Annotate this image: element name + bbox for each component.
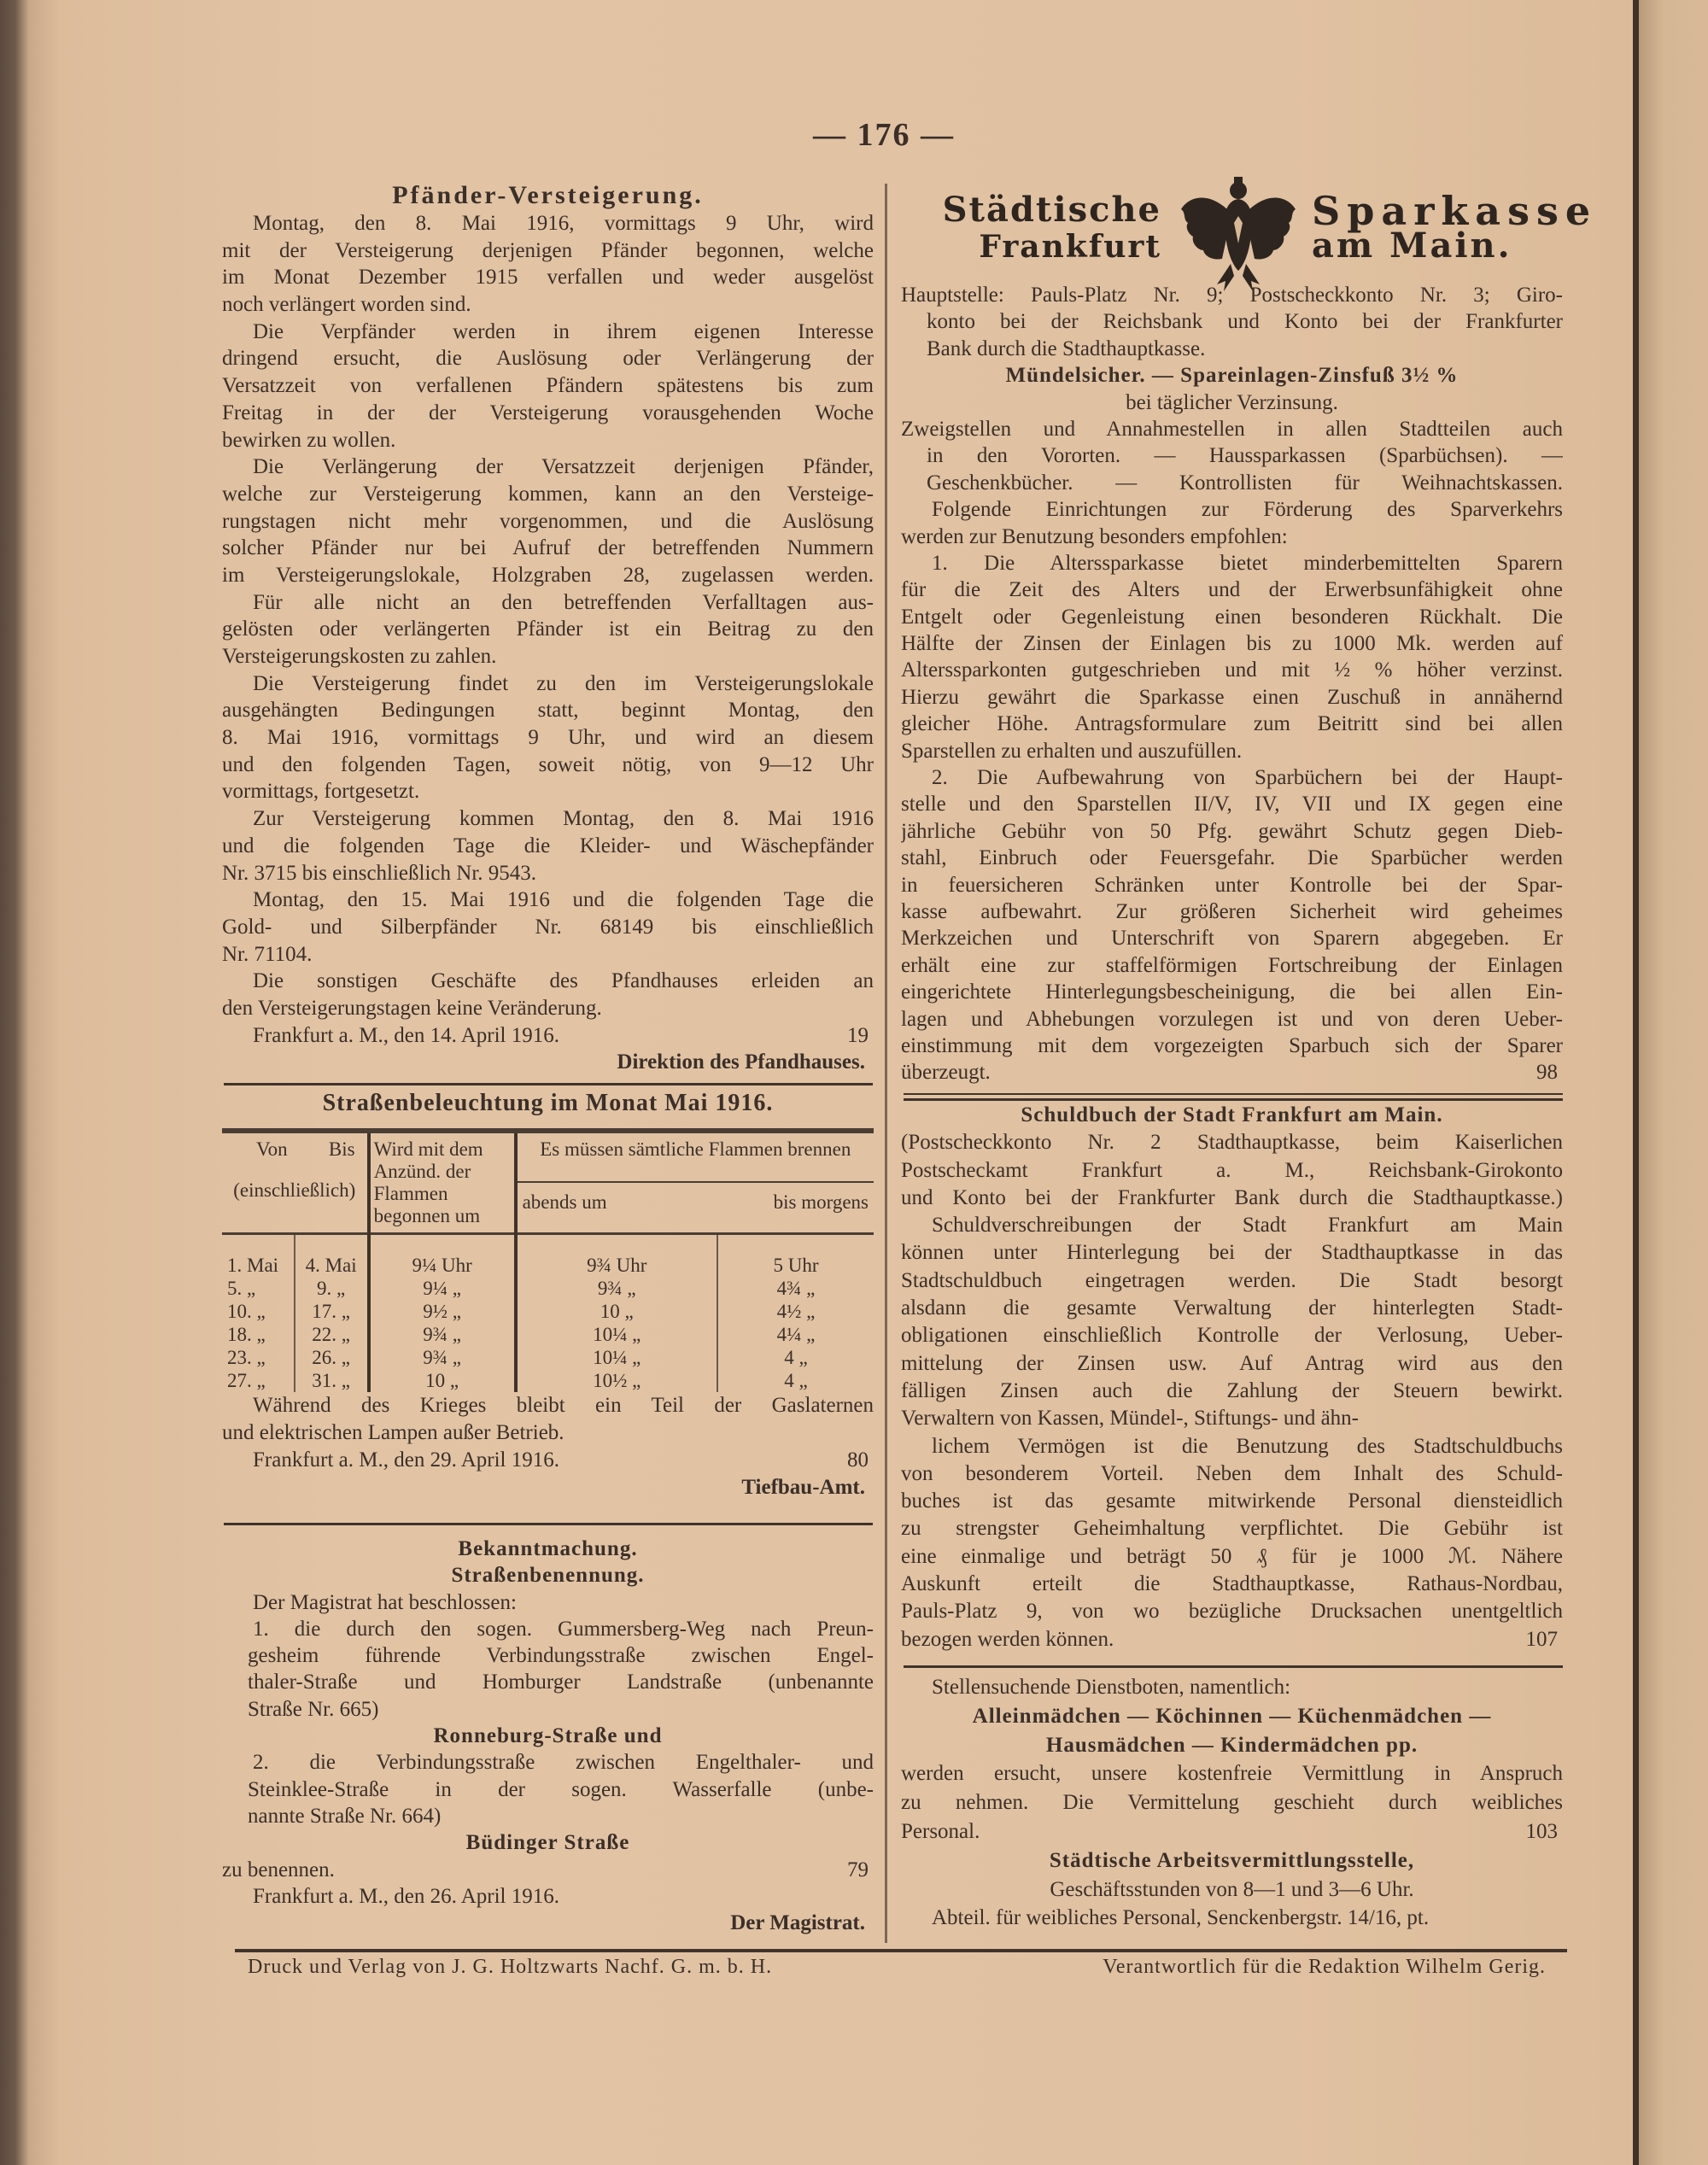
line-text: und elektrischen Lampen außer Betrieb. (222, 1421, 564, 1444)
line-text: und den folgenden Tagen, soweit nötig, von 9—12 Uhr (222, 752, 874, 776)
text-line (222, 1883, 874, 1910)
line-text: Tiefbau-Amt. (741, 1476, 865, 1499)
line-text: und die folgenden Tage die Kleider- und Wäschepfänder (222, 834, 874, 857)
text-line (901, 1212, 1563, 1239)
line-text: rungstagen nicht mehr vorgenommen, und die Auslösung (222, 509, 874, 533)
table-row (222, 1369, 874, 1392)
line-text: kasse aufbewahrt. Zur größeren Sicherheit wird geheimes (901, 899, 1563, 923)
line-text: im Versteigerungslokale, Holzgraben 28, zugelassen werden. (222, 563, 874, 587)
line-text: ausgehängten Bedingungen statt, beginnt Montag, den (222, 699, 874, 723)
line-text: gesheim führende Verbindungsstraße zwischen Engel- (248, 1644, 874, 1668)
page-edge (1633, 0, 1639, 2165)
text-line (222, 589, 874, 617)
line-text: stelle und den Sparstellen II/V, IV, VII und IX gegen eine (901, 793, 1563, 816)
line-text: Abteil. für weibliches Personal, Senckenbergstr. 14/16, pt. (932, 1906, 1430, 1930)
text-line (901, 818, 1563, 845)
line-text: Büdinger Straße (465, 1831, 630, 1855)
line-text: Bekanntmachung. (458, 1537, 638, 1560)
line-text: bei täglicher Verzinsung. (1126, 390, 1338, 414)
line-text: Städtische Arbeitsvermittlungsstelle, (1049, 1848, 1415, 1872)
line-text: und Konto bei der Frankfurter Bank durch die Stadthauptkasse.) (901, 1185, 1563, 1209)
line-text: Folgende Einrichtungen zur Förderung des Sparverkehrs (932, 498, 1563, 522)
cell-bis: 9. „ (295, 1277, 369, 1300)
text-line (901, 1405, 1563, 1432)
text-line (222, 1910, 874, 1936)
text-line (901, 1598, 1563, 1625)
text-line (222, 1723, 874, 1749)
cell-morning: 4 „ (717, 1369, 874, 1392)
line-text: thaler-Straße und Homburger Landstraße (unbenannte (248, 1671, 874, 1694)
line-text: Zur Versteigerung kommen Montag, den 8. Mai 1916 (253, 807, 874, 831)
pfaender-notice (222, 210, 874, 1076)
text-line (222, 1642, 874, 1669)
line-text: Für alle nicht an den betreffenden Verfalltagen aus- (253, 590, 874, 614)
schuldbuch-notice (901, 1102, 1563, 1653)
text-line (901, 711, 1563, 737)
text-line (222, 1447, 874, 1474)
reference-number: 107 (1525, 1627, 1558, 1651)
text-line (222, 724, 874, 752)
line-text: Hausmädchen — Kindermädchen pp. (1045, 1733, 1418, 1757)
text-line (901, 1157, 1563, 1185)
text-line (222, 1562, 874, 1589)
text-line (901, 657, 1563, 683)
line-text: Direktion des Pfandhauses. (617, 1050, 865, 1074)
cell-evening: 9¾ Uhr (516, 1234, 717, 1278)
text-line (901, 979, 1563, 1005)
text-line (901, 1759, 1563, 1788)
line-text: Straßenbenennung. (451, 1564, 645, 1588)
lighting-table (222, 1128, 874, 1392)
line-text: Die Verpfänder werden in ihrem eigenen Interesse (253, 319, 874, 343)
street-naming-notice (222, 1536, 874, 1936)
reference-number: 80 (847, 1448, 869, 1472)
footer-rule (235, 1949, 1567, 1952)
line-text: Schuldbuch der Stadt Frankfurt am Main. (1021, 1103, 1443, 1126)
sparkasse-notice (901, 282, 1563, 1086)
text-line (901, 1673, 1563, 1702)
text-line (901, 764, 1563, 791)
text-line (222, 643, 874, 670)
line-text: Entgelt oder Gegenleistung einen besonderen Rückhalt. Die (901, 605, 1563, 629)
line-text: für die Zeit des Alters und der Erwerbsunfähigkeit ohne (901, 578, 1563, 602)
text-line (901, 336, 1563, 362)
lighting-note (222, 1392, 874, 1501)
line-text: erhält eine zur staffelförmigen Fortschreibung der Einlagen (901, 953, 1563, 977)
text-line (901, 1129, 1563, 1156)
text-line (901, 1904, 1563, 1933)
line-text: Straße Nr. 665) (248, 1697, 379, 1721)
text-line (222, 778, 874, 805)
divider-rule (904, 1098, 1563, 1101)
text-line (901, 1102, 1563, 1129)
line-text: Postscheckamt Frankfurt a. M., Reichsbank-Girokonto (901, 1158, 1563, 1182)
line-text: Die sonstigen Geschäfte des Pfandhauses erleiden an (253, 969, 874, 993)
line-text: Versatzzeit von verfallenen Pfändern spätestens bis zum (222, 374, 874, 398)
line-text: (Postscheckkonto Nr. 2 Stadthauptkasse, beim Kaiserlichen (901, 1131, 1563, 1155)
text-line (901, 684, 1563, 711)
cell-bis: 17. „ (295, 1300, 369, 1323)
text-line (222, 535, 874, 562)
text-line (222, 1049, 874, 1076)
line-text: noch verlängert worden sind. (222, 293, 471, 317)
cell-begin: 9¾ „ (369, 1323, 516, 1346)
cell-von: 23. „ (227, 1347, 266, 1368)
line-text: Während des Krieges bleibt ein Teil der Gaslaternen (253, 1394, 874, 1417)
text-line (901, 1378, 1563, 1405)
line-text: Der Magistrat. (730, 1911, 865, 1935)
line-text: Ronneburg-Straße und (433, 1724, 663, 1748)
text-line (901, 845, 1563, 871)
line-text: Frankfurt a. M., den 29. April 1916. (253, 1448, 559, 1472)
cell-bis: 26. „ (295, 1346, 369, 1369)
sparkasse-header-word: Frankfurt (979, 229, 1161, 265)
column-divider (885, 184, 887, 1943)
line-text: Bank durch die Stadthauptkasse. (927, 336, 1206, 360)
line-text: bezogen werden können. (901, 1627, 1114, 1651)
reference-number: 79 (847, 1858, 869, 1881)
text-line (222, 1803, 874, 1829)
line-text: alsdann die gesamte Verwaltung der hinterlegten Stadt- (901, 1296, 1563, 1320)
text-line (901, 1460, 1563, 1488)
text-line (222, 1536, 874, 1562)
line-text: Der Magistrat hat beschlossen: (253, 1590, 517, 1614)
line-text: werden ersucht, unsere kostenfreie Vermittlung in Anspruch (901, 1762, 1563, 1786)
text-line (222, 562, 874, 589)
header-von: Von (256, 1138, 288, 1160)
line-text: Stadtschuldbuch eingetragen werden. Die Stadt besorgt (901, 1268, 1563, 1292)
text-line (901, 1875, 1563, 1905)
line-text: obligationen einschließlich Kontrolle der Verlosung, Ueber- (901, 1324, 1563, 1348)
text-line (222, 1669, 874, 1695)
text-line (222, 995, 874, 1022)
text-line (901, 282, 1563, 308)
line-text: stahl, Einbruch oder Feuersgefahr. Die Sparbücher werden (901, 846, 1563, 870)
line-text: vormittags, fortgesetzt. (222, 780, 420, 804)
text-line (901, 308, 1563, 335)
line-text: mittelung der Zinsen usw. Auf Antrag wird aus den (901, 1351, 1563, 1375)
line-text: bewirken zu wollen. (222, 428, 396, 452)
text-line (901, 791, 1563, 817)
printer-credit: Druck und Verlag von J. G. Holtzwarts Nachf. G. m. b. H. (248, 1956, 773, 1978)
adjacent-page-strip (1639, 0, 1708, 2165)
text-line (222, 1392, 874, 1419)
text-line (901, 1350, 1563, 1378)
line-text: einstimmung mit dem vorgezeigten Sparbuch sich der Sparer (901, 1033, 1563, 1057)
text-line (222, 968, 874, 995)
text-line (901, 496, 1563, 523)
text-line (901, 416, 1563, 442)
text-line (901, 442, 1563, 469)
line-text: überzeugt. (901, 1061, 991, 1085)
text-line (222, 210, 874, 237)
text-line (901, 1267, 1563, 1295)
cell-von: 10. „ (227, 1301, 266, 1322)
text-line (222, 1829, 874, 1856)
text-line (901, 1488, 1563, 1515)
lighting-title: Straßenbeleuchtung im Monat Mai 1916. (322, 1090, 774, 1116)
text-line (222, 1776, 874, 1803)
line-text: Zweigstellen und Annahmestellen in allen Stadtteilen auch (901, 417, 1563, 441)
cell-bis: 4. Mai (295, 1234, 369, 1278)
text-line (222, 1749, 874, 1776)
line-text: lichem Vermögen ist die Benutzung des Stadtschuldbuchs (932, 1434, 1563, 1458)
text-line (222, 805, 874, 833)
line-text: Hierzu gewährt die Sparkasse einen Zuschuß in annähernd (901, 685, 1563, 709)
text-line (222, 886, 874, 914)
cell-begin: 10 „ (369, 1369, 516, 1392)
divider-rule (904, 1665, 1563, 1668)
line-text: fälligen Zinsen auch die Zahlung der Steuern bewirkt. (901, 1378, 1563, 1402)
text-line (222, 833, 874, 860)
cell-evening: 10¼ „ (516, 1323, 717, 1346)
text-line (901, 550, 1563, 576)
line-text: von besonderem Vorteil. Neben dem Inhalt des Schuld- (901, 1461, 1563, 1485)
text-line (222, 752, 874, 779)
line-text: welche zur Versteigerung kommen, kann an den Versteige- (222, 482, 874, 506)
line-text: Alterssparkonten gutgeschrieben und mit ½ % höher verzinst. (901, 658, 1563, 682)
line-text: können unter Hinterlegung bei der Stadthauptkasse in das (901, 1241, 1563, 1265)
header-all-burn-group (516, 1131, 874, 1234)
text-line (222, 345, 874, 372)
text-line (222, 941, 874, 968)
cell-morning: 4¾ „ (717, 1277, 874, 1300)
line-text: Geschäftsstunden von 8—1 und 3—6 Uhr. (1050, 1877, 1414, 1901)
text-line (222, 1616, 874, 1642)
text-line (901, 1817, 1563, 1846)
text-line (222, 237, 874, 265)
cell-evening: 9¾ „ (516, 1277, 717, 1300)
line-text: Die Verlängerung der Versatzzeit derjenigen Pfänder, (253, 455, 874, 479)
line-text: Frankfurt a. M., den 26. April 1916. (253, 1884, 559, 1908)
line-text: gleicher Höhe. Antragsformulare zum Beitritt sind bei allen (901, 712, 1563, 736)
text-line (901, 362, 1563, 389)
header-all-burn: Es müssen sämtliche Flammen brennen (518, 1133, 874, 1183)
text-line (901, 389, 1563, 416)
header-inclusive: (einschließlich) (233, 1179, 356, 1201)
line-text: zu nehmen. Die Vermittelung geschieht durch weibliches (901, 1791, 1563, 1815)
line-text: Freitag in der der Versteigerung vorausgehenden Woche (222, 401, 874, 424)
line-text: Gold- und Silberpfänder Nr. 68149 bis einschließlich (222, 915, 874, 939)
reference-number: 103 (1525, 1819, 1558, 1843)
line-text: im Monat Dezember 1915 verfallen und weder ausgelöst (222, 266, 874, 290)
text-line (901, 738, 1563, 764)
text-line (222, 264, 874, 291)
text-line (901, 925, 1563, 951)
cell-begin: 9¼ Uhr (369, 1234, 516, 1278)
line-text: Hälfte der Zinsen der Einlagen bis zu 1000 Mk. werden auf (901, 632, 1563, 656)
line-text: 1. die durch den sogen. Gummersberg-Weg nach Preun- (253, 1617, 874, 1641)
text-line (901, 630, 1563, 657)
text-line (901, 1702, 1563, 1731)
line-text: jährliche Gebühr von 50 Pfg. gewährt Schutz gegen Dieb- (901, 819, 1563, 843)
line-text: Die Versteigerung findet zu den im Versteigerungslokale (253, 671, 874, 695)
text-line (901, 1543, 1563, 1571)
line-text: zu strengster Geheimhaltung verpflichtet. Die Gebühr ist (901, 1517, 1563, 1541)
sparkasse-header-word: am Main. (1312, 225, 1512, 266)
text-line (222, 914, 874, 941)
pfaender-title: Pfänder-Versteigerung. (392, 181, 704, 209)
table-row (222, 1277, 874, 1300)
table-row (222, 1300, 874, 1323)
text-line (901, 1626, 1563, 1653)
cell-morning: 5 Uhr (717, 1234, 874, 1278)
header-evening: abends um (522, 1191, 607, 1213)
line-text: 1. Die Alterssparkasse bietet minderbemittelten Sparern (932, 551, 1563, 575)
line-text: Pauls-Platz 9, von wo bezügliche Drucksachen unentgeltlich (901, 1600, 1563, 1624)
line-text: Hauptstelle: Pauls-Platz Nr. 9; Postscheckkonto Nr. 3; Giro- (901, 284, 1563, 307)
line-text: lagen und Abhebungen vorzulegen ist und von deren Ueber- (901, 1007, 1563, 1031)
cell-begin: 9¾ „ (369, 1346, 516, 1369)
text-line (901, 470, 1563, 496)
divider-rule (224, 1083, 873, 1085)
text-line (901, 1033, 1563, 1059)
text-line (901, 1846, 1563, 1875)
line-text: mit der Versteigerung derjenigen Pfänder begonnen, welche (222, 238, 874, 262)
text-line (901, 1515, 1563, 1542)
text-line (222, 427, 874, 454)
table-row (222, 1346, 874, 1369)
text-line (901, 952, 1563, 979)
line-text: zu benennen. (222, 1858, 335, 1881)
text-line (901, 576, 1563, 603)
line-text: gelösten oder verlängerten Pfänder ist ein Beitrag zu den (222, 617, 874, 641)
cell-morning: 4¼ „ (717, 1323, 874, 1346)
cell-begin: 9½ „ (369, 1300, 516, 1323)
line-text: Mündelsicher. — Spareinlagen-Zinsfuß 3½ % (1005, 364, 1459, 388)
line-text: 2. Die Aufbewahrung von Sparbüchern bei der Haupt- (932, 766, 1563, 790)
line-text: buches ist das gesamte mitwirkende Personal diensteidlich (901, 1489, 1563, 1513)
text-line (222, 291, 874, 319)
line-text: Verwaltern von Kassen, Mündel-, Stiftungs- und ähn- (901, 1407, 1360, 1431)
text-line (222, 860, 874, 887)
table-row (222, 1323, 874, 1346)
dienstboten-notice (901, 1673, 1563, 1933)
text-line (901, 1571, 1563, 1598)
line-text: in feuersicheren Schränken unter Kontrolle bei der Spar- (901, 873, 1563, 897)
reference-number: 19 (847, 1023, 869, 1047)
text-line (901, 1295, 1563, 1322)
sparkasse-header-word: Städtische (942, 190, 1161, 230)
cell-begin: 9¼ „ (369, 1277, 516, 1300)
line-text: Merkzeichen und Unterschrift von Sparern abgegeben. Er (901, 927, 1563, 951)
cell-evening: 10 „ (516, 1300, 717, 1323)
cell-von: 1. Mai (227, 1255, 279, 1276)
line-text: Steinklee-Straße in der sogen. Wasserfalle (unbe- (248, 1777, 874, 1801)
line-text: Nr. 71104. (222, 942, 313, 966)
text-line (901, 1788, 1563, 1817)
divider-rule (904, 1093, 1563, 1095)
line-text: Sparstellen zu erhalten und auszufüllen. (901, 739, 1243, 763)
text-line (222, 481, 874, 508)
line-text: Montag, den 15. Mai 1916 und die folgenden Tage die (253, 888, 874, 912)
text-line (222, 670, 874, 698)
reference-number: 98 (1536, 1061, 1558, 1085)
text-line (901, 1433, 1563, 1460)
page-number: — 176 — (813, 117, 955, 153)
line-text: eingerichtete Hinterlegungsbescheinigung, die bei allen Ein- (901, 980, 1563, 1004)
text-line (901, 1322, 1563, 1349)
cell-von: 5. „ (227, 1278, 256, 1299)
line-text: Personal. (901, 1819, 980, 1843)
text-line (222, 616, 874, 643)
line-text: dringend ersucht, die Auslösung oder Verlängerung der (222, 347, 874, 371)
text-line (222, 453, 874, 481)
line-text: nannte Straße Nr. 664) (248, 1804, 442, 1828)
header-von-bis (222, 1131, 369, 1234)
cell-von: 18. „ (227, 1324, 266, 1345)
text-line (901, 1731, 1563, 1760)
text-line (222, 1419, 874, 1447)
text-line (222, 1022, 874, 1050)
text-line (222, 697, 874, 724)
imperial-eagle-icon (1174, 175, 1302, 295)
text-line (901, 524, 1563, 550)
text-line (222, 1589, 874, 1616)
table-row (222, 1234, 874, 1278)
text-line (222, 1474, 874, 1501)
text-line (901, 872, 1563, 898)
imprint-footer (248, 1956, 1546, 1979)
cell-von: 27. „ (227, 1370, 266, 1391)
line-text: Alleinmädchen — Köchinnen — Küchenmädchen — (972, 1704, 1492, 1728)
text-line (222, 1696, 874, 1723)
line-text: Geschenkbücher. — Kontrollisten für Weihnachtskassen. (927, 471, 1563, 494)
text-line (901, 604, 1563, 630)
cell-evening: 10½ „ (516, 1369, 717, 1392)
text-line (222, 1857, 874, 1883)
line-text: Schuldverschreibungen der Stadt Frankfurt am Main (932, 1214, 1563, 1238)
divider-rule (224, 1523, 873, 1525)
text-line (222, 319, 874, 346)
text-line (222, 508, 874, 535)
line-text: Versteigerungskosten zu zahlen. (222, 645, 497, 668)
line-text: in den Vororten. — Haussparkassen (Sparbüchsen). — (927, 444, 1563, 468)
line-text: Auskunft erteilt die Stadthauptkasse, Rathaus-Nordbau, (901, 1572, 1563, 1596)
line-text: konto bei der Reichsbank und Konto bei der Frankfurter (927, 310, 1563, 334)
line-text: Stellensuchende Dienstboten, namentlich: (932, 1676, 1291, 1699)
editor-credit: Verantwortlich für die Redaktion Wilhelm Gerig. (1103, 1956, 1546, 1978)
header-begin: Wird mit dem Anzünd. der Flammen begonnen um (369, 1131, 516, 1234)
text-line (901, 1185, 1563, 1212)
line-text: solcher Pfänder nur bei Aufruf der betreffenden Nummern (222, 536, 874, 560)
line-text: den Versteigerungstagen keine Veränderung. (222, 996, 602, 1020)
header-morning: bis morgens (773, 1191, 869, 1213)
line-text: 8. Mai 1916, vormittags 9 Uhr, und wird an diesem (222, 726, 874, 750)
text-line (901, 1239, 1563, 1267)
sparkasse-header-word: Sparkasse (1312, 188, 1598, 234)
text-line (901, 898, 1563, 925)
line-text: eine einmalige und beträgt 50 ₰ für je 1000 ℳ. Nähere (901, 1544, 1563, 1568)
text-line (222, 372, 874, 400)
text-line (901, 1059, 1563, 1085)
cell-evening: 10¼ „ (516, 1346, 717, 1369)
line-text: Montag, den 8. Mai 1916, vormittags 9 Uhr, wird (253, 212, 874, 235)
line-text: 2. die Verbindungsstraße zwischen Engelthaler- und (253, 1751, 874, 1775)
text-line (222, 400, 874, 427)
line-text: werden zur Benutzung besonders empfohlen: (901, 524, 1288, 548)
cell-morning: 4½ „ (717, 1300, 874, 1323)
line-text: Frankfurt a. M., den 14. April 1916. (253, 1023, 559, 1047)
cell-morning: 4 „ (717, 1346, 874, 1369)
line-text: Nr. 3715 bis einschließlich Nr. 9543. (222, 861, 537, 885)
header-bis: Bis (328, 1138, 355, 1160)
cell-bis: 31. „ (295, 1369, 369, 1392)
cell-bis: 22. „ (295, 1323, 369, 1346)
text-line (901, 1006, 1563, 1033)
